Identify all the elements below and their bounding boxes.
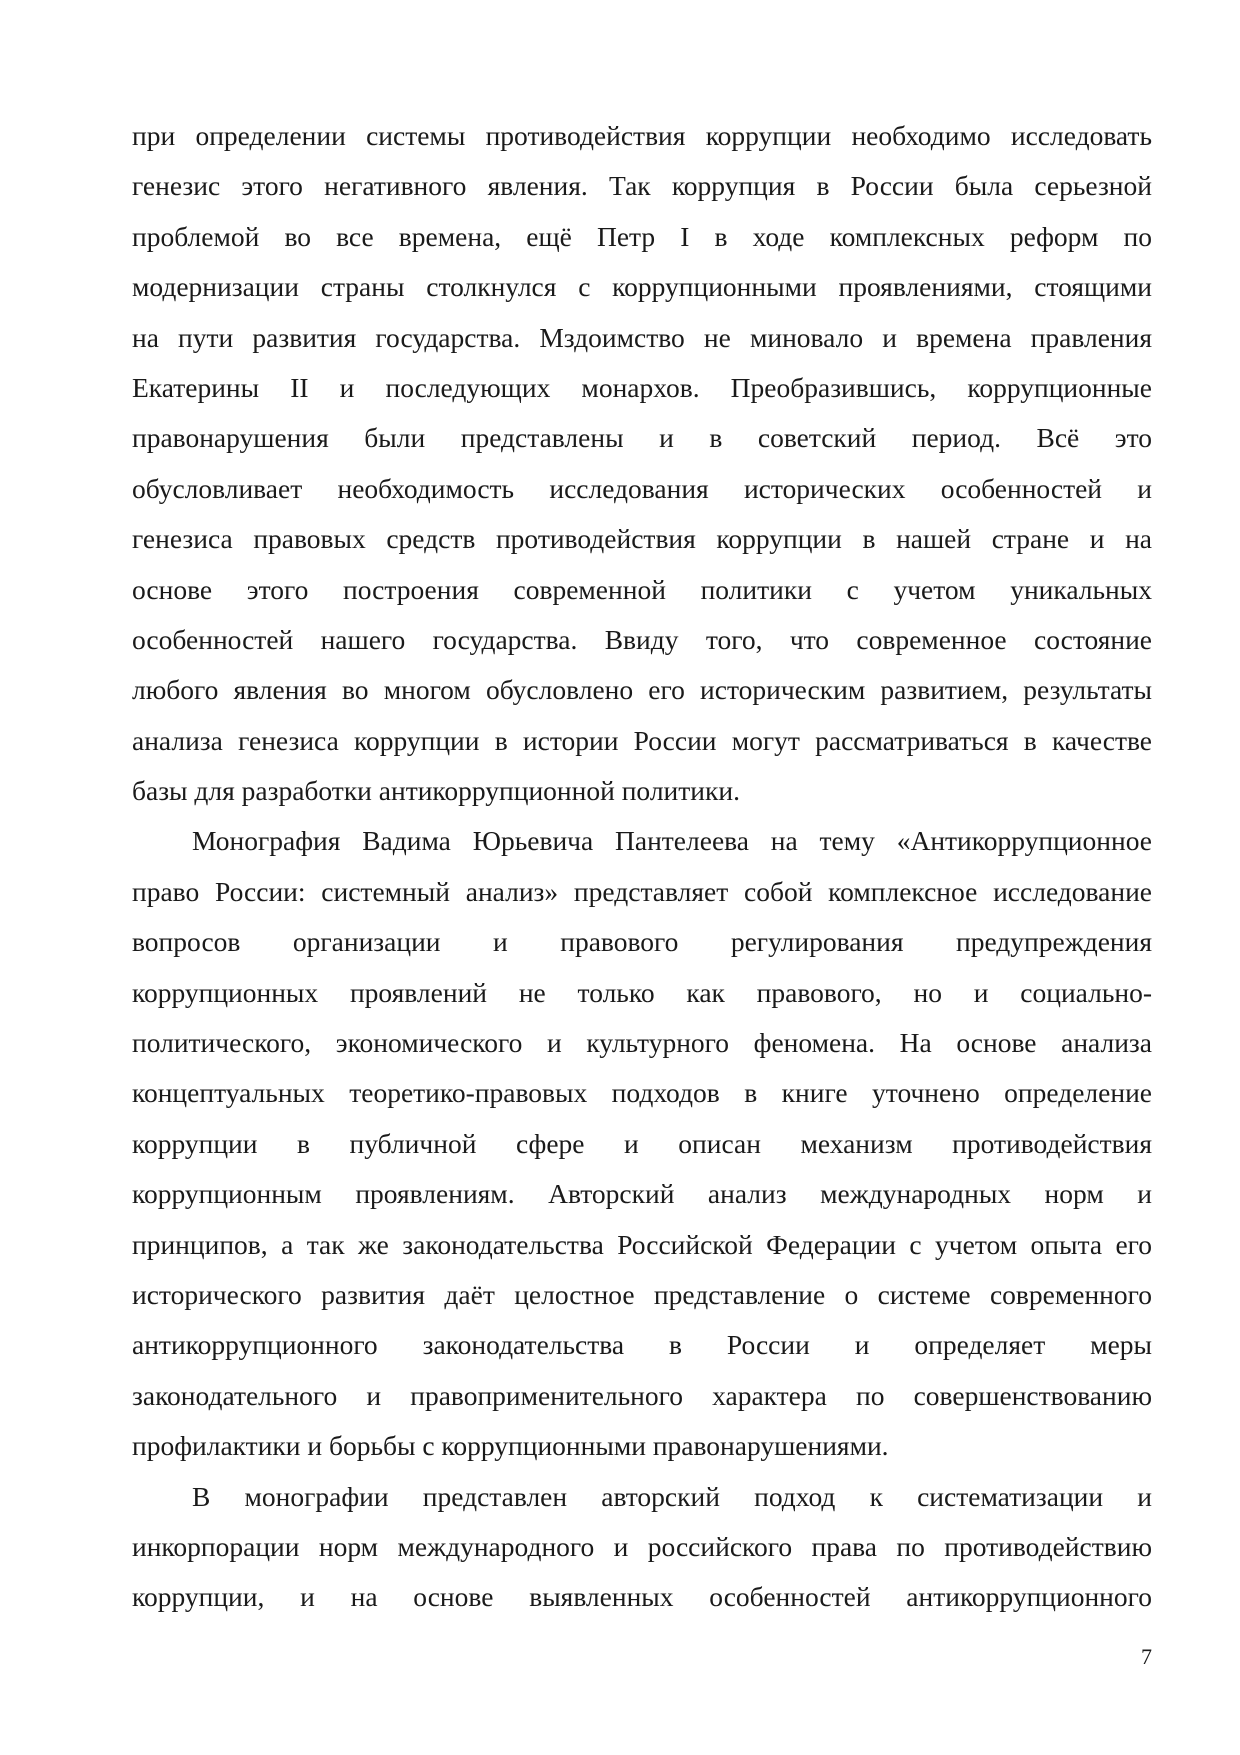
text-line: принципов, а так же законодательства Российской Федерации с учетом опыта его — [132, 1228, 1152, 1260]
text-line: Екатерины II и последующих монархов. Преобразившись, коррупционные — [132, 371, 1152, 403]
text-line: обусловливает необходимость исследования исторических особенностей и — [132, 472, 1152, 504]
text-line: коррупции в публичной сфере и описан механизм противодействия — [132, 1127, 1152, 1159]
paragraph-2 — [132, 816, 1152, 1471]
text-line: коррупции, и на основе выявленных особенностей антикоррупционного — [132, 1581, 1152, 1613]
text-line: особенностей нашего государства. Ввиду того, что современное состояние — [132, 623, 1152, 655]
text-line: концептуальных теоретико-правовых подходов в книге уточнено определение — [132, 1077, 1152, 1109]
text-line: генезиса правовых средств противодействия коррупции в нашей стране и на — [132, 523, 1152, 555]
paragraph-1 — [132, 111, 1152, 816]
text-line: коррупционных проявлений не только как правового, но и социально- — [132, 976, 1152, 1008]
text-line: Монография Вадима Юрьевича Пантелеева на тему «Антикоррупционное — [192, 825, 1152, 857]
text-line: на пути развития государства. Мздоимство не миновало и времена правления — [132, 321, 1152, 353]
text-line: В монографии представлен авторский подход к систематизации и — [192, 1480, 1152, 1512]
text-line: профилактики и борьбы с коррупционными правонарушениями. — [132, 1430, 889, 1462]
page-number: 7 — [1141, 1644, 1152, 1669]
text-line: при определении системы противодействия коррупции необходимо исследовать — [132, 120, 1152, 151]
text-line: коррупционным проявлениям. Авторский анализ международных норм и — [132, 1178, 1152, 1210]
body-text — [132, 111, 1152, 1623]
text-line: правонарушения были представлены и в советский период. Всё это — [132, 422, 1152, 454]
text-line: проблемой во все времена, ещё Петр I в ходе комплексных реформ по — [132, 220, 1152, 252]
text-line: антикоррупционного законодательства в России и определяет меры — [132, 1329, 1152, 1361]
text-line: базы для разработки антикоррупционной политики. — [132, 775, 740, 807]
text-line: модернизации страны столкнулся с коррупционными проявлениями, стоящими — [132, 271, 1152, 303]
text-line: вопросов организации и правового регулирования предупреждения — [132, 926, 1152, 958]
paragraph-3 — [132, 1472, 1152, 1623]
text-line: анализа генезиса коррупции в истории России могут рассматриваться в качестве — [132, 724, 1152, 756]
text-line: законодательного и правоприменительного характера по совершенствованию — [132, 1379, 1152, 1411]
text-line: право России: системный анализ» представляет собой комплексное исследование — [132, 875, 1152, 907]
text-line: основе этого построения современной политики с учетом уникальных — [132, 573, 1152, 605]
text-line: инкорпорации норм международного и российского права по противодействию — [132, 1530, 1152, 1562]
text-line: исторического развития даёт целостное представление о системе современного — [132, 1278, 1152, 1310]
text-line: любого явления во многом обусловлено его историческим развитием, результаты — [132, 674, 1152, 706]
text-line: политического, экономического и культурного феномена. На основе анализа — [132, 1027, 1152, 1059]
text-line: генезис этого негативного явления. Так коррупция в России была серьезной — [132, 170, 1152, 202]
